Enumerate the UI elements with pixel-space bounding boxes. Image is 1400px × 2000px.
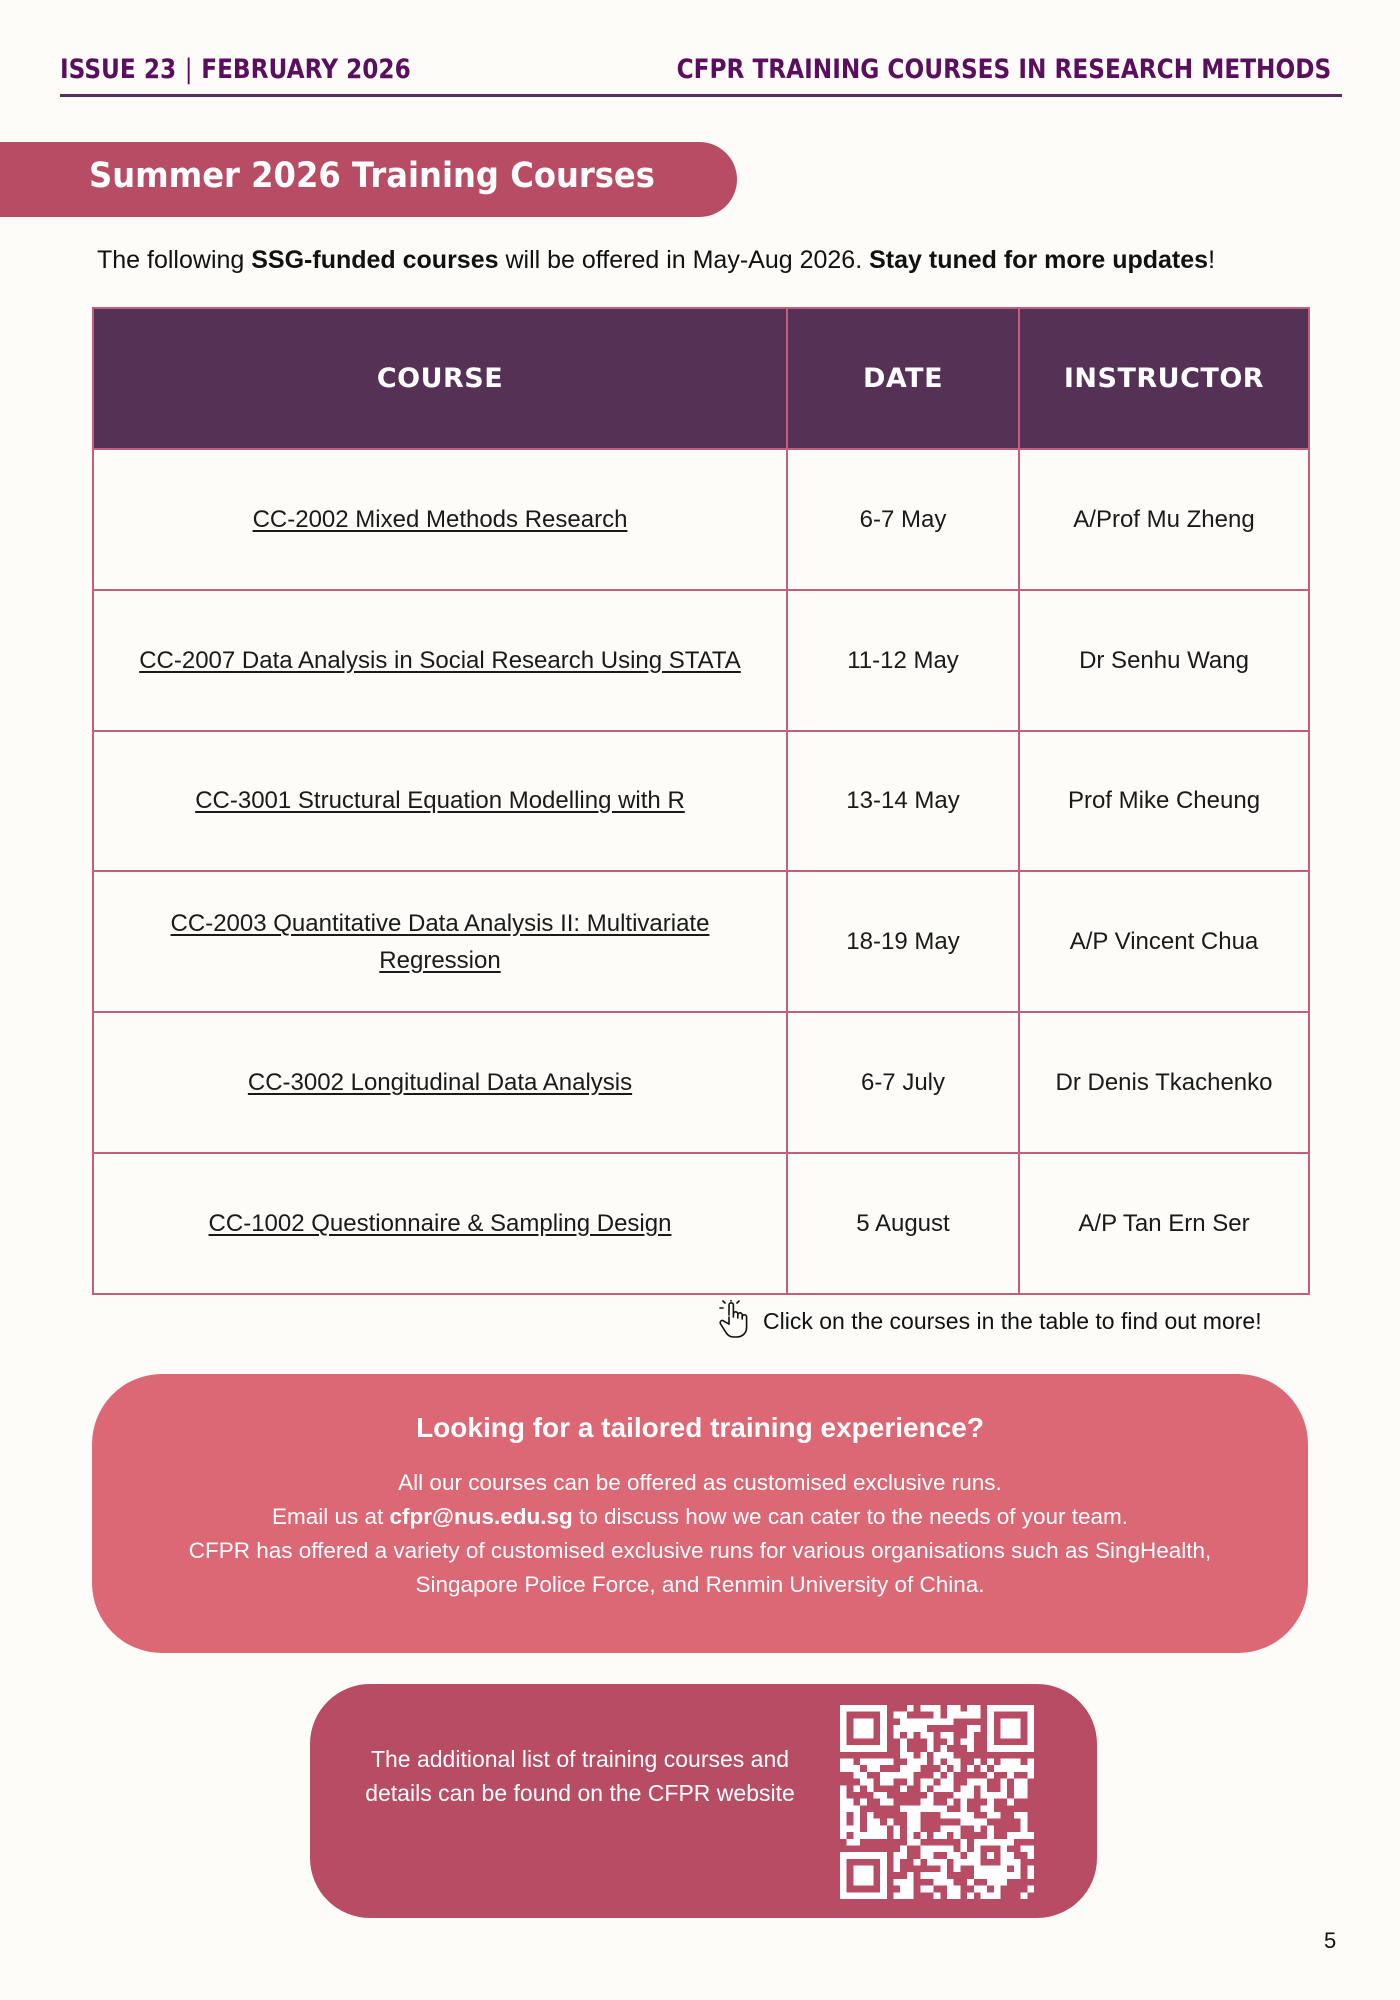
date-cell: 6-7 May bbox=[787, 449, 1019, 590]
instructor-cell: Dr Denis Tkachenko bbox=[1019, 1012, 1309, 1153]
website-info-text: The additional list of training courses and details can be found on the CFPR website bbox=[365, 1746, 795, 1806]
column-header-course: COURSE bbox=[93, 308, 787, 449]
course-cell bbox=[93, 871, 787, 1012]
callout-line: CFPR has offered a variety of customised exclusive runs for various organisations such as SingHealth, bbox=[188, 1538, 1212, 1563]
email-link[interactable]: cfpr@nus.edu.sg bbox=[389, 1504, 573, 1529]
website-info-box bbox=[310, 1684, 1097, 1918]
instructor-cell: A/Prof Mu Zheng bbox=[1019, 449, 1309, 590]
instructor-cell: A/P Tan Ern Ser bbox=[1019, 1153, 1309, 1294]
course-cell bbox=[93, 449, 787, 590]
course-cell bbox=[93, 1153, 787, 1294]
callout-line bbox=[92, 1500, 1308, 1534]
table-hint bbox=[715, 1300, 1262, 1342]
qr-code-icon[interactable] bbox=[840, 1705, 1034, 1899]
callout-text: Email us at bbox=[271, 1504, 390, 1529]
column-header-instructor: INSTRUCTOR bbox=[1019, 308, 1309, 449]
date-cell: 11-12 May bbox=[787, 590, 1019, 731]
column-header-date: DATE bbox=[787, 308, 1019, 449]
pointing-hand-icon bbox=[715, 1300, 755, 1342]
course-table bbox=[92, 307, 1310, 1295]
table-row bbox=[93, 1153, 1309, 1294]
course-cell bbox=[93, 731, 787, 872]
tailored-training-callout bbox=[92, 1374, 1308, 1653]
table-row bbox=[93, 590, 1309, 731]
intro-emphasis-updates: Stay tuned for more updates bbox=[869, 246, 1209, 274]
instructor-cell: Dr Senhu Wang bbox=[1019, 590, 1309, 731]
section-title: Summer 2026 Training Courses bbox=[89, 156, 655, 196]
course-link[interactable]: CC-3001 Structural Equation Modelling with R bbox=[195, 787, 685, 815]
callout-title: Looking for a tailored training experience? bbox=[416, 1412, 984, 1443]
callout-line: All our courses can be offered as customised exclusive runs. bbox=[398, 1470, 1002, 1495]
intro-text: will be offered in May-Aug 2026. bbox=[498, 246, 870, 274]
intro-emphasis-ssg: SSG-funded courses bbox=[251, 246, 499, 274]
callout-text: to discuss how we can cater to the needs of your team. bbox=[572, 1504, 1129, 1529]
course-link[interactable]: CC-2007 Data Analysis in Social Research Using STATA bbox=[139, 646, 741, 674]
intro-text: ! bbox=[1208, 246, 1216, 274]
course-cell bbox=[93, 1012, 787, 1153]
callout-line: Singapore Police Force, and Renmin University of China. bbox=[415, 1572, 985, 1597]
intro-text: The following bbox=[97, 246, 252, 274]
publication-title: CFPR TRAINING COURSES IN RESEARCH METHODS bbox=[676, 54, 1331, 85]
callout-body bbox=[92, 1466, 1308, 1602]
course-link[interactable]: CC-1002 Questionnaire & Sampling Design bbox=[208, 1209, 672, 1237]
header-separator: | bbox=[184, 54, 193, 85]
table-row bbox=[93, 871, 1309, 1012]
instructor-cell: A/P Vincent Chua bbox=[1019, 871, 1309, 1012]
instructor-cell: Prof Mike Cheung bbox=[1019, 731, 1309, 872]
course-link[interactable]: CC-2003 Quantitative Data Analysis II: Multivariate Regression bbox=[170, 909, 710, 974]
table-header-row bbox=[93, 308, 1309, 449]
course-link[interactable]: CC-2002 Mixed Methods Research bbox=[252, 505, 628, 533]
header-divider bbox=[60, 94, 1342, 97]
hint-text: Click on the courses in the table to find out more! bbox=[763, 1307, 1262, 1334]
date-cell: 13-14 May bbox=[787, 731, 1019, 872]
date-cell: 5 August bbox=[787, 1153, 1019, 1294]
page-number: 5 bbox=[1324, 1928, 1337, 1953]
date-cell: 6-7 July bbox=[787, 1012, 1019, 1153]
course-cell bbox=[93, 590, 787, 731]
table-row bbox=[93, 731, 1309, 872]
issue-date-header bbox=[60, 54, 411, 85]
table-row bbox=[93, 1012, 1309, 1153]
issue-number: ISSUE 23 bbox=[60, 54, 177, 85]
table-row bbox=[93, 449, 1309, 590]
section-banner bbox=[0, 142, 737, 217]
issue-date: FEBRUARY 2026 bbox=[201, 54, 411, 85]
intro-paragraph bbox=[97, 246, 1215, 275]
course-link[interactable]: CC-3002 Longitudinal Data Analysis bbox=[247, 1069, 633, 1097]
date-cell: 18-19 May bbox=[787, 871, 1019, 1012]
